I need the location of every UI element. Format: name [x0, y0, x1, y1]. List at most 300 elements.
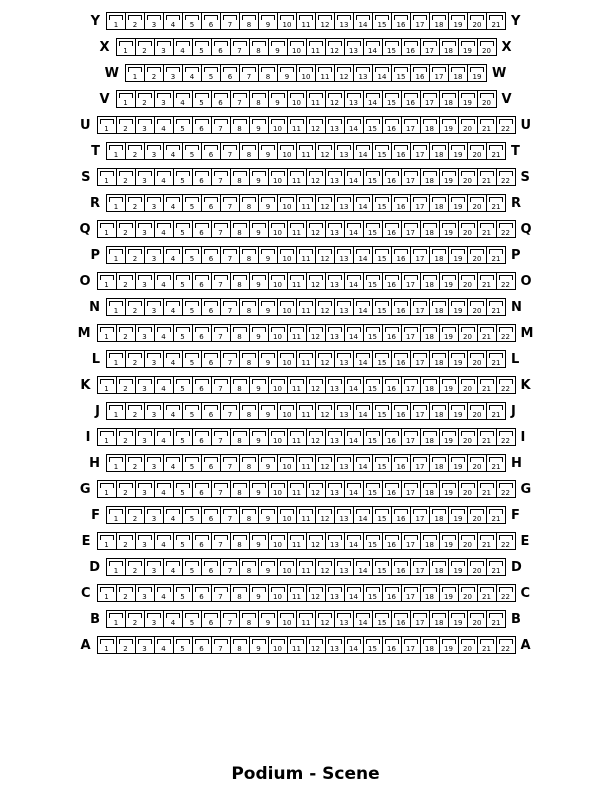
- seat[interactable]: [496, 480, 516, 498]
- seat[interactable]: [496, 376, 516, 394]
- seat[interactable]: [477, 584, 497, 602]
- seat[interactable]: [410, 610, 430, 628]
- seat[interactable]: [410, 558, 430, 576]
- seat[interactable]: [277, 558, 297, 576]
- seat[interactable]: [410, 142, 430, 160]
- seat[interactable]: [467, 454, 487, 472]
- seat[interactable]: [211, 38, 231, 56]
- seat[interactable]: [486, 298, 506, 316]
- seat[interactable]: [239, 610, 259, 628]
- seat[interactable]: [391, 298, 411, 316]
- seat[interactable]: [334, 350, 354, 368]
- seat[interactable]: [306, 376, 326, 394]
- seat[interactable]: [201, 194, 221, 212]
- seat[interactable]: [163, 506, 183, 524]
- seat[interactable]: [287, 168, 307, 186]
- seat[interactable]: [429, 12, 449, 30]
- seat[interactable]: [353, 64, 373, 82]
- seat[interactable]: [334, 298, 354, 316]
- seat[interactable]: [211, 324, 231, 342]
- seat[interactable]: [382, 90, 402, 108]
- seat[interactable]: [372, 610, 392, 628]
- seat[interactable]: [382, 38, 402, 56]
- seat[interactable]: [372, 142, 392, 160]
- seat[interactable]: [448, 12, 468, 30]
- seat[interactable]: [420, 272, 440, 290]
- seat[interactable]: [486, 246, 506, 264]
- seat[interactable]: [249, 324, 269, 342]
- seat[interactable]: [192, 584, 212, 602]
- seat[interactable]: [410, 454, 430, 472]
- seat[interactable]: [97, 428, 117, 446]
- seat[interactable]: [372, 12, 392, 30]
- seat[interactable]: [420, 480, 440, 498]
- seat[interactable]: [353, 142, 373, 160]
- seat[interactable]: [211, 532, 231, 550]
- seat[interactable]: [334, 64, 354, 82]
- seat[interactable]: [182, 402, 202, 420]
- seat[interactable]: [496, 220, 516, 238]
- seat[interactable]: [420, 90, 440, 108]
- seat[interactable]: [239, 194, 259, 212]
- seat[interactable]: [477, 532, 497, 550]
- seat[interactable]: [315, 402, 335, 420]
- seat[interactable]: [249, 220, 269, 238]
- seat[interactable]: [439, 480, 459, 498]
- seat[interactable]: [258, 298, 278, 316]
- seat[interactable]: [420, 38, 440, 56]
- seat[interactable]: [182, 64, 202, 82]
- seat[interactable]: [296, 194, 316, 212]
- seat[interactable]: [230, 38, 250, 56]
- seat[interactable]: [334, 142, 354, 160]
- seat[interactable]: [211, 584, 231, 602]
- seat[interactable]: [410, 298, 430, 316]
- seat[interactable]: [173, 90, 193, 108]
- seat[interactable]: [315, 246, 335, 264]
- seat[interactable]: [163, 142, 183, 160]
- seat[interactable]: [116, 480, 136, 498]
- seat[interactable]: [382, 168, 402, 186]
- seat[interactable]: [439, 272, 459, 290]
- seat[interactable]: [448, 246, 468, 264]
- seat[interactable]: [173, 116, 193, 134]
- seat[interactable]: [249, 636, 269, 654]
- seat[interactable]: [268, 584, 288, 602]
- seat[interactable]: [325, 220, 345, 238]
- seat[interactable]: [467, 142, 487, 160]
- seat[interactable]: [135, 324, 155, 342]
- seat[interactable]: [287, 584, 307, 602]
- seat[interactable]: [135, 168, 155, 186]
- seat[interactable]: [125, 142, 145, 160]
- seat[interactable]: [135, 376, 155, 394]
- seat[interactable]: [97, 116, 117, 134]
- seat[interactable]: [353, 610, 373, 628]
- seat[interactable]: [287, 480, 307, 498]
- seat[interactable]: [182, 558, 202, 576]
- seat[interactable]: [325, 376, 345, 394]
- seat[interactable]: [163, 298, 183, 316]
- seat[interactable]: [401, 636, 421, 654]
- seat[interactable]: [220, 506, 240, 524]
- seat[interactable]: [135, 116, 155, 134]
- seat[interactable]: [268, 38, 288, 56]
- seat[interactable]: [201, 142, 221, 160]
- seat[interactable]: [391, 12, 411, 30]
- seat[interactable]: [192, 532, 212, 550]
- seat[interactable]: [353, 350, 373, 368]
- seat[interactable]: [211, 636, 231, 654]
- seat[interactable]: [201, 64, 221, 82]
- seat[interactable]: [325, 272, 345, 290]
- seat[interactable]: [249, 90, 269, 108]
- seat[interactable]: [135, 480, 155, 498]
- seat[interactable]: [439, 324, 459, 342]
- seat[interactable]: [220, 194, 240, 212]
- seat[interactable]: [182, 350, 202, 368]
- seat[interactable]: [249, 38, 269, 56]
- seat[interactable]: [230, 272, 250, 290]
- seat[interactable]: [477, 636, 497, 654]
- seat[interactable]: [372, 246, 392, 264]
- seat[interactable]: [230, 116, 250, 134]
- seat[interactable]: [429, 610, 449, 628]
- seat[interactable]: [116, 168, 136, 186]
- seat[interactable]: [458, 168, 478, 186]
- seat[interactable]: [429, 402, 449, 420]
- seat[interactable]: [496, 532, 516, 550]
- seat[interactable]: [258, 64, 278, 82]
- seat[interactable]: [429, 246, 449, 264]
- seat[interactable]: [306, 220, 326, 238]
- seat[interactable]: [353, 454, 373, 472]
- seat[interactable]: [410, 64, 430, 82]
- seat[interactable]: [182, 246, 202, 264]
- seat[interactable]: [154, 272, 174, 290]
- seat[interactable]: [353, 402, 373, 420]
- seat[interactable]: [382, 376, 402, 394]
- seat[interactable]: [401, 168, 421, 186]
- seat[interactable]: [372, 64, 392, 82]
- seat[interactable]: [163, 246, 183, 264]
- seat[interactable]: [192, 376, 212, 394]
- seat[interactable]: [201, 298, 221, 316]
- seat[interactable]: [211, 220, 231, 238]
- seat[interactable]: [239, 298, 259, 316]
- seat[interactable]: [439, 428, 459, 446]
- seat[interactable]: [306, 116, 326, 134]
- seat[interactable]: [382, 480, 402, 498]
- seat[interactable]: [363, 532, 383, 550]
- seat[interactable]: [106, 506, 126, 524]
- seat[interactable]: [401, 272, 421, 290]
- seat[interactable]: [277, 402, 297, 420]
- seat[interactable]: [429, 64, 449, 82]
- seat[interactable]: [135, 584, 155, 602]
- seat[interactable]: [372, 558, 392, 576]
- seat[interactable]: [391, 64, 411, 82]
- seat[interactable]: [353, 246, 373, 264]
- seat[interactable]: [258, 610, 278, 628]
- seat[interactable]: [467, 610, 487, 628]
- seat[interactable]: [344, 376, 364, 394]
- seat[interactable]: [268, 90, 288, 108]
- seat[interactable]: [106, 454, 126, 472]
- seat[interactable]: [477, 90, 497, 108]
- seat[interactable]: [125, 558, 145, 576]
- seat[interactable]: [144, 350, 164, 368]
- seat[interactable]: [106, 12, 126, 30]
- seat[interactable]: [325, 480, 345, 498]
- seat[interactable]: [477, 272, 497, 290]
- seat[interactable]: [116, 532, 136, 550]
- seat[interactable]: [163, 350, 183, 368]
- seat[interactable]: [344, 428, 364, 446]
- seat[interactable]: [296, 246, 316, 264]
- seat[interactable]: [315, 298, 335, 316]
- seat[interactable]: [125, 402, 145, 420]
- seat[interactable]: [192, 428, 212, 446]
- seat[interactable]: [230, 480, 250, 498]
- seat[interactable]: [372, 298, 392, 316]
- seat[interactable]: [268, 116, 288, 134]
- seat[interactable]: [97, 636, 117, 654]
- seat[interactable]: [496, 428, 516, 446]
- seat[interactable]: [401, 220, 421, 238]
- seat[interactable]: [382, 584, 402, 602]
- seat[interactable]: [249, 532, 269, 550]
- seat[interactable]: [192, 272, 212, 290]
- seat[interactable]: [306, 168, 326, 186]
- seat[interactable]: [325, 324, 345, 342]
- seat[interactable]: [363, 90, 383, 108]
- seat[interactable]: [363, 220, 383, 238]
- seat[interactable]: [97, 324, 117, 342]
- seat[interactable]: [410, 12, 430, 30]
- seat[interactable]: [116, 376, 136, 394]
- seat[interactable]: [106, 142, 126, 160]
- seat[interactable]: [144, 454, 164, 472]
- seat[interactable]: [325, 168, 345, 186]
- seat[interactable]: [401, 116, 421, 134]
- seat[interactable]: [258, 558, 278, 576]
- seat[interactable]: [306, 90, 326, 108]
- seat[interactable]: [306, 480, 326, 498]
- seat[interactable]: [458, 584, 478, 602]
- seat[interactable]: [268, 168, 288, 186]
- seat[interactable]: [429, 142, 449, 160]
- seat[interactable]: [287, 532, 307, 550]
- seat[interactable]: [201, 454, 221, 472]
- seat[interactable]: [439, 636, 459, 654]
- seat[interactable]: [458, 428, 478, 446]
- seat[interactable]: [277, 246, 297, 264]
- seat[interactable]: [201, 558, 221, 576]
- seat[interactable]: [477, 324, 497, 342]
- seat[interactable]: [220, 558, 240, 576]
- seat[interactable]: [296, 402, 316, 420]
- seat[interactable]: [496, 324, 516, 342]
- seat[interactable]: [458, 272, 478, 290]
- seat[interactable]: [249, 116, 269, 134]
- seat[interactable]: [372, 402, 392, 420]
- seat[interactable]: [458, 376, 478, 394]
- seat[interactable]: [344, 636, 364, 654]
- seat[interactable]: [287, 636, 307, 654]
- seat[interactable]: [391, 350, 411, 368]
- seat[interactable]: [344, 168, 364, 186]
- seat[interactable]: [258, 142, 278, 160]
- seat[interactable]: [106, 558, 126, 576]
- seat[interactable]: [344, 480, 364, 498]
- seat[interactable]: [496, 584, 516, 602]
- seat[interactable]: [144, 610, 164, 628]
- seat[interactable]: [220, 402, 240, 420]
- seat[interactable]: [467, 64, 487, 82]
- seat[interactable]: [116, 584, 136, 602]
- seat[interactable]: [125, 454, 145, 472]
- seat[interactable]: [277, 12, 297, 30]
- seat[interactable]: [211, 272, 231, 290]
- seat[interactable]: [125, 64, 145, 82]
- seat[interactable]: [439, 532, 459, 550]
- seat[interactable]: [353, 558, 373, 576]
- seat[interactable]: [315, 506, 335, 524]
- seat[interactable]: [192, 90, 212, 108]
- seat[interactable]: [135, 90, 155, 108]
- seat[interactable]: [249, 584, 269, 602]
- seat[interactable]: [239, 558, 259, 576]
- seat[interactable]: [420, 532, 440, 550]
- seat[interactable]: [220, 350, 240, 368]
- seat[interactable]: [116, 90, 136, 108]
- seat[interactable]: [116, 324, 136, 342]
- seat[interactable]: [154, 324, 174, 342]
- seat[interactable]: [220, 610, 240, 628]
- seat[interactable]: [296, 558, 316, 576]
- seat[interactable]: [467, 12, 487, 30]
- seat[interactable]: [287, 272, 307, 290]
- seat[interactable]: [496, 272, 516, 290]
- seat[interactable]: [429, 298, 449, 316]
- seat[interactable]: [296, 350, 316, 368]
- seat[interactable]: [420, 168, 440, 186]
- seat[interactable]: [249, 428, 269, 446]
- seat[interactable]: [287, 38, 307, 56]
- seat[interactable]: [173, 584, 193, 602]
- seat[interactable]: [363, 584, 383, 602]
- seat[interactable]: [163, 454, 183, 472]
- seat[interactable]: [334, 194, 354, 212]
- seat[interactable]: [192, 168, 212, 186]
- seat[interactable]: [363, 376, 383, 394]
- seat[interactable]: [116, 428, 136, 446]
- seat[interactable]: [325, 584, 345, 602]
- seat[interactable]: [192, 116, 212, 134]
- seat[interactable]: [334, 506, 354, 524]
- seat[interactable]: [211, 168, 231, 186]
- seat[interactable]: [391, 558, 411, 576]
- seat[interactable]: [486, 12, 506, 30]
- seat[interactable]: [239, 454, 259, 472]
- seat[interactable]: [448, 142, 468, 160]
- seat[interactable]: [163, 402, 183, 420]
- seat[interactable]: [315, 194, 335, 212]
- seat[interactable]: [401, 38, 421, 56]
- seat[interactable]: [420, 376, 440, 394]
- seat[interactable]: [382, 220, 402, 238]
- seat[interactable]: [135, 428, 155, 446]
- seat[interactable]: [192, 324, 212, 342]
- seat[interactable]: [439, 584, 459, 602]
- seat[interactable]: [173, 532, 193, 550]
- seat[interactable]: [296, 64, 316, 82]
- seat[interactable]: [239, 350, 259, 368]
- seat[interactable]: [334, 12, 354, 30]
- seat[interactable]: [458, 636, 478, 654]
- seat[interactable]: [315, 610, 335, 628]
- seat[interactable]: [486, 402, 506, 420]
- seat[interactable]: [477, 38, 497, 56]
- seat[interactable]: [249, 480, 269, 498]
- seat[interactable]: [173, 376, 193, 394]
- seat[interactable]: [163, 64, 183, 82]
- seat[interactable]: [420, 324, 440, 342]
- seat[interactable]: [344, 90, 364, 108]
- seat[interactable]: [467, 558, 487, 576]
- seat[interactable]: [97, 272, 117, 290]
- seat[interactable]: [334, 558, 354, 576]
- seat[interactable]: [192, 220, 212, 238]
- seat[interactable]: [163, 12, 183, 30]
- seat[interactable]: [125, 194, 145, 212]
- seat[interactable]: [306, 324, 326, 342]
- seat[interactable]: [211, 116, 231, 134]
- seat[interactable]: [382, 428, 402, 446]
- seat[interactable]: [467, 246, 487, 264]
- seat[interactable]: [163, 558, 183, 576]
- seat[interactable]: [201, 12, 221, 30]
- seat[interactable]: [258, 12, 278, 30]
- seat[interactable]: [458, 90, 478, 108]
- seat[interactable]: [296, 12, 316, 30]
- seat[interactable]: [429, 454, 449, 472]
- seat[interactable]: [173, 168, 193, 186]
- seat[interactable]: [106, 298, 126, 316]
- seat[interactable]: [410, 194, 430, 212]
- seat[interactable]: [154, 636, 174, 654]
- seat[interactable]: [116, 272, 136, 290]
- seat[interactable]: [439, 376, 459, 394]
- seat[interactable]: [325, 90, 345, 108]
- seat[interactable]: [220, 64, 240, 82]
- seat[interactable]: [154, 428, 174, 446]
- seat[interactable]: [439, 220, 459, 238]
- seat[interactable]: [486, 558, 506, 576]
- seat[interactable]: [401, 90, 421, 108]
- seat[interactable]: [344, 220, 364, 238]
- seat[interactable]: [125, 12, 145, 30]
- seat[interactable]: [268, 480, 288, 498]
- seat[interactable]: [496, 116, 516, 134]
- seat[interactable]: [382, 116, 402, 134]
- seat[interactable]: [372, 350, 392, 368]
- seat[interactable]: [173, 324, 193, 342]
- seat[interactable]: [220, 298, 240, 316]
- seat[interactable]: [173, 428, 193, 446]
- seat[interactable]: [144, 142, 164, 160]
